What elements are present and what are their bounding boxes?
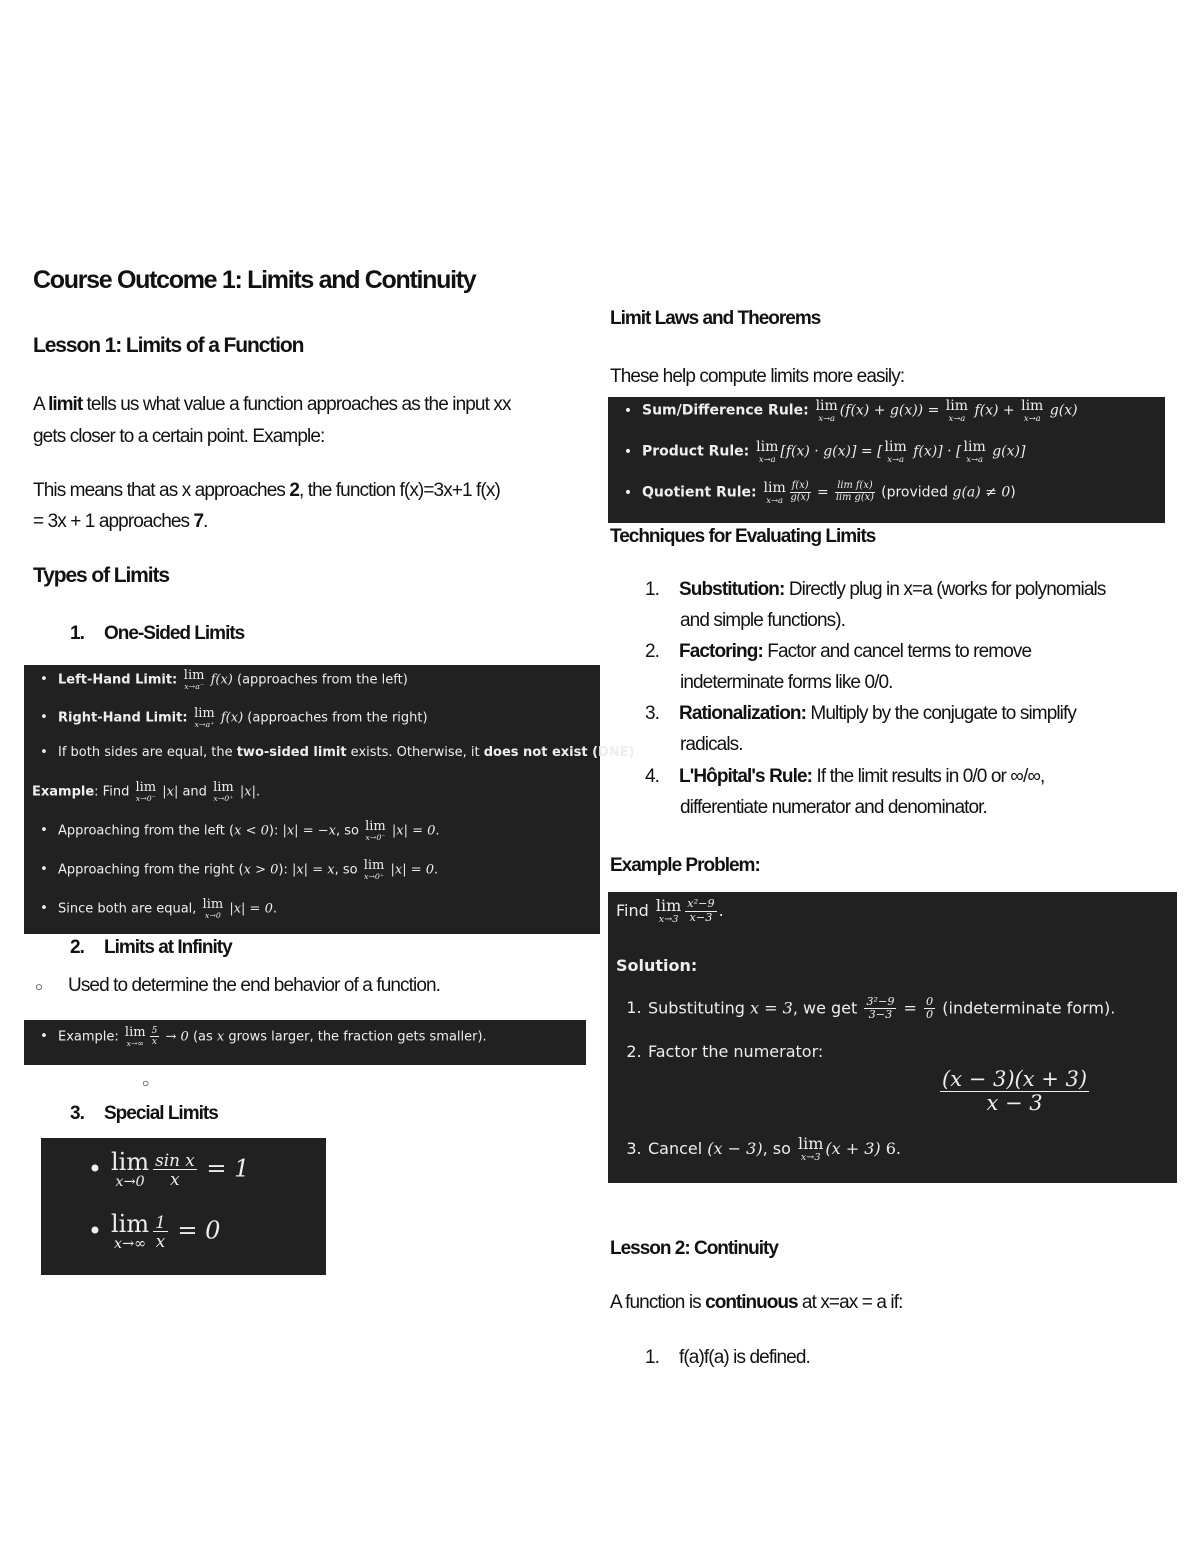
math-expr: g(x) — [1045, 402, 1078, 419]
lesson1-para1 — [33, 389, 511, 420]
math-expr: → 0 — [161, 1029, 193, 1045]
technique-item — [645, 703, 1076, 725]
lim-text: lim — [815, 398, 838, 414]
text: A function is — [610, 1292, 706, 1313]
lim-subscript: x→3 — [658, 914, 679, 925]
text: . — [718, 900, 724, 920]
technique-desc: Directly plug in x=a (works for polynomials — [784, 579, 1106, 600]
lesson2-para — [610, 1287, 902, 1318]
lim-subscript: x→a — [966, 454, 983, 464]
lim-subscript: x→∞ — [113, 1236, 147, 1252]
text: (approaches from the left) — [237, 672, 408, 688]
types-heading: Types of Limits — [33, 564, 169, 587]
box-line — [81, 1212, 220, 1251]
limit-operator — [656, 898, 681, 925]
denominator: x — [170, 1169, 180, 1190]
math-expr: x > 0 — [243, 862, 279, 878]
technique-item-cont: differentiate numerator and denominator. — [680, 797, 987, 818]
circle-bullet-icon: ○ — [35, 979, 42, 994]
infinity-heading — [70, 937, 232, 959]
bullet-icon: • — [40, 901, 48, 917]
list-number: 3. — [70, 1103, 84, 1124]
lim-subscript: x→a — [948, 413, 966, 423]
bullet-icon: • — [40, 710, 48, 726]
special-heading — [70, 1103, 218, 1125]
lim-text: lim — [884, 439, 907, 455]
numerator: sin x — [155, 1149, 195, 1170]
bold-text: does not exist (DNE) — [483, 745, 635, 760]
list-number: 1. — [645, 1347, 660, 1368]
math-expr: (x + 3) — [825, 1138, 881, 1158]
lim-subscript: x→0⁺ — [213, 794, 234, 803]
bold-text: Example — [32, 784, 95, 800]
infinity-desc: Used to determine the end behavior of a function. — [68, 975, 441, 996]
bullet-icon: • — [40, 823, 48, 839]
list-text: f(a)f(a) is defined. — [679, 1347, 810, 1368]
lesson1-para2 — [33, 475, 500, 506]
text: (as — [192, 1029, 217, 1045]
denominator: x — [155, 1231, 166, 1252]
lim-subscript: x→a — [758, 454, 776, 464]
bold-text: Product Rule: — [642, 443, 755, 460]
lim-text: lim — [194, 706, 215, 721]
lim-text: lim — [963, 439, 986, 455]
lim-subscript: x→a⁻ — [184, 682, 204, 691]
lim-subscript: x→0⁺ — [364, 872, 385, 881]
bold-text: 7 — [193, 511, 204, 532]
text: ): — [278, 862, 292, 878]
math-expr: |x| = x — [291, 862, 335, 878]
numerator: 1 — [155, 1211, 166, 1232]
technique-item-cont: radicals. — [680, 734, 743, 755]
techniques-heading: Techniques for Evaluating Limits — [610, 526, 876, 547]
list-number: 1. — [70, 623, 84, 644]
lim-subscript: x→∞ — [126, 1039, 144, 1048]
bold-text: 2 — [289, 480, 299, 501]
text: tells us what value a function approaches as the input xx — [82, 394, 511, 415]
lim-text: lim — [213, 780, 234, 795]
bold-text: two-sided limit — [236, 745, 347, 760]
text: = 3x + 1 approaches — [33, 511, 194, 532]
text: . — [434, 862, 439, 878]
lesson2-item-1 — [645, 1342, 810, 1373]
lesson2-heading: Lesson 2: Continuity — [610, 1238, 778, 1259]
numerator: lim f(x) — [837, 480, 873, 492]
box-line — [30, 1026, 487, 1048]
technique-name: Substitution: — [679, 579, 785, 600]
math-expr: f(x) + — [970, 402, 1020, 419]
text: . — [203, 511, 208, 532]
text: (indeterminate form). — [937, 998, 1116, 1018]
technique-desc: Multiply by the conjugate to simplify — [806, 703, 1076, 724]
example-heading: Example Problem: — [610, 855, 760, 876]
box-line — [938, 1068, 1091, 1115]
box-line — [620, 1042, 823, 1061]
bold-text: continuous — [705, 1292, 798, 1313]
limit-operator — [364, 859, 385, 881]
text: . — [634, 745, 639, 760]
text: Since both are equal, — [58, 901, 201, 917]
limit-operator — [816, 399, 838, 422]
limit-operator — [764, 481, 786, 504]
fraction — [150, 1026, 160, 1047]
page-title: Course Outcome 1: Limits and Continuity — [33, 266, 476, 294]
denominator: 0 — [926, 1008, 934, 1022]
box-line — [614, 399, 1078, 422]
laws-intro: These help compute limits more easily: — [610, 366, 905, 387]
text: Factor the numerator: — [648, 1042, 824, 1061]
technique-item-cont: and simple functions). — [680, 610, 846, 631]
list-label: One-Sided Limits — [104, 623, 245, 644]
math-expr: = — [898, 998, 923, 1018]
limit-operator — [798, 1136, 823, 1163]
infinity-example-box — [24, 1020, 586, 1065]
box-line — [620, 996, 1115, 1022]
math-expr: x = 3 — [750, 998, 793, 1018]
text: : Find — [94, 784, 134, 800]
limit-operator — [756, 440, 778, 463]
bold-text: Sum/Difference Rule: — [642, 402, 814, 419]
fraction — [940, 1068, 1089, 1115]
math-expr: |x| — [158, 784, 183, 800]
text: . — [435, 823, 440, 839]
bullet-icon: • — [623, 443, 633, 460]
bullet-icon: • — [623, 484, 633, 501]
lim-subscript: x→a — [818, 413, 836, 423]
list-number: 3. — [645, 703, 660, 724]
technique-name: L'Hôpital's Rule: — [679, 766, 813, 787]
numerator: 5 — [151, 1026, 158, 1037]
lim-text: lim — [124, 1025, 146, 1040]
limit-laws-box — [608, 397, 1165, 523]
math-expr: = 1 — [198, 1154, 250, 1183]
lim-subscript: x→3 — [800, 1152, 821, 1163]
math-expr: = — [812, 484, 834, 501]
lim-subscript: x→0 — [115, 1174, 145, 1190]
lim-text: lim — [945, 398, 968, 414]
bullet-icon: • — [87, 1154, 103, 1183]
limit-operator — [964, 440, 986, 463]
limit-operator — [111, 1212, 149, 1251]
bullet-icon: • — [623, 402, 633, 419]
text: . — [255, 784, 261, 800]
text: , we get — [792, 998, 863, 1018]
lim-subscript: x→a — [887, 454, 905, 464]
lesson1-para1-line2: gets closer to a certain point. Example: — [33, 426, 325, 447]
technique-item-cont: indeterminate forms like 0/0. — [680, 672, 893, 693]
text: Substituting — [648, 998, 751, 1018]
numerator: x²−9 — [687, 897, 715, 911]
lim-subscript: x→a — [1023, 413, 1041, 423]
lim-text: lim — [363, 858, 385, 873]
list-number: 2. — [645, 641, 660, 662]
limit-operator — [184, 669, 205, 691]
text: Cancel — [648, 1138, 708, 1158]
denominator: x−3 — [689, 910, 713, 924]
lim-subscript: x→0 — [204, 911, 221, 920]
bullet-icon: • — [40, 862, 48, 878]
technique-item — [645, 641, 1031, 663]
limit-operator — [365, 820, 386, 842]
limit-operator — [946, 399, 968, 422]
lesson1-heading: Lesson 1: Limits of a Function — [33, 334, 304, 357]
box-line — [614, 440, 1025, 463]
math-expr: |x| = 0 — [225, 901, 273, 917]
bold-text: limit — [48, 394, 83, 415]
text: ) — [1010, 484, 1016, 501]
list-number: 3. — [626, 1138, 642, 1158]
fraction — [790, 481, 811, 504]
text: , the function f(x)=3x+1 f(x) — [298, 480, 500, 501]
math-expr: [f(x) · g(x)] = [ — [780, 443, 883, 460]
bullet-icon: • — [40, 672, 48, 688]
text: Find — [616, 900, 654, 920]
bold-text: Quotient Rule: — [642, 484, 762, 501]
text: at x=ax = a if: — [797, 1292, 903, 1313]
math-expr: g(x)] — [987, 443, 1026, 460]
bullet-icon: • — [40, 1029, 48, 1045]
math-expr: |x| — [235, 784, 256, 800]
fraction — [864, 996, 896, 1022]
numerator: f(x) — [791, 480, 809, 492]
box-line — [30, 859, 438, 881]
denominator: x — [151, 1037, 158, 1048]
lim-text: lim — [183, 668, 205, 683]
limit-operator — [885, 440, 907, 463]
lim-text: lim — [135, 780, 157, 795]
list-number: 2. — [626, 1042, 642, 1061]
lim-subscript: x→a⁺ — [194, 720, 215, 729]
box-line — [30, 669, 408, 691]
list-label: Limits at Infinity — [104, 937, 232, 958]
technique-name: Factoring: — [679, 641, 763, 662]
example-problem-box — [608, 892, 1177, 1183]
text: , so — [334, 862, 362, 878]
text: This means that as x approaches — [33, 480, 290, 501]
text: (approaches from the right) — [247, 710, 428, 726]
text: If both sides are equal, the — [58, 745, 237, 760]
text: Example: — [58, 1029, 123, 1045]
fraction — [924, 996, 935, 1022]
math-expr: f(x) — [206, 672, 238, 688]
limit-operator — [203, 898, 224, 920]
bold-text: Right-Hand Limit: — [58, 710, 193, 726]
denominator: 3−3 — [868, 1008, 893, 1022]
math-expr: g(a) ≠ 0 — [952, 484, 1011, 501]
text: and — [182, 784, 212, 800]
box-line — [616, 956, 697, 975]
box-line — [620, 1136, 901, 1163]
technique-desc: Factor and cancel terms to remove — [762, 641, 1032, 662]
math-value: 6. — [885, 1138, 901, 1158]
math-expr: f(x)] · [ — [908, 443, 962, 460]
box-line — [30, 898, 277, 920]
math-expr: |x| = 0 — [386, 862, 434, 878]
bullet-icon: • — [40, 745, 48, 760]
numerator: 0 — [926, 995, 934, 1008]
math-expr: (f(x) + g(x)) = — [839, 402, 944, 419]
list-label: Special Limits — [104, 1103, 218, 1124]
text: A — [33, 394, 49, 415]
one-sided-heading — [70, 623, 244, 645]
limit-operator — [111, 1150, 149, 1189]
text: exists. Otherwise, it — [346, 745, 484, 760]
box-line — [81, 1150, 249, 1189]
lim-text: lim — [763, 480, 786, 496]
text: Approaching from the left ( — [58, 823, 235, 839]
list-number: 2. — [70, 937, 84, 958]
infinity-desc-item — [35, 970, 440, 1002]
lim-text: lim — [202, 897, 224, 912]
bullet-icon: • — [87, 1216, 103, 1245]
technique-item — [645, 766, 1044, 788]
text: , so — [762, 1138, 796, 1158]
box-line — [30, 707, 428, 729]
box-line — [30, 820, 440, 842]
list-number: 1. — [645, 579, 660, 600]
text: . — [272, 901, 277, 917]
lim-text: lim — [655, 896, 682, 915]
lim-text: lim — [111, 1210, 150, 1238]
numerator: (x − 3)(x + 3) — [942, 1067, 1088, 1091]
math-expr: (x − 3) — [707, 1138, 763, 1158]
technique-name: Rationalization: — [679, 703, 807, 724]
fraction — [153, 1151, 197, 1189]
limit-operator — [135, 781, 156, 803]
limit-operator — [125, 1026, 146, 1048]
list-number: 1. — [626, 998, 642, 1018]
text: ): — [268, 823, 283, 839]
lesson1-para2-line2 — [33, 506, 207, 537]
special-limits-box — [41, 1138, 326, 1275]
text: (provided — [876, 484, 953, 501]
limit-operator — [194, 707, 215, 729]
technique-item — [645, 579, 1105, 601]
box-line — [616, 898, 724, 925]
box-line — [30, 745, 639, 760]
list-number: 4. — [645, 766, 660, 787]
box-line — [614, 481, 1016, 504]
bold-text: Solution: — [616, 956, 698, 975]
math-expr: f(x) — [216, 710, 248, 726]
denominator: g(x) — [790, 492, 810, 504]
bold-text: Left-Hand Limit: — [58, 672, 182, 688]
lim-subscript: x→0⁻ — [365, 833, 386, 842]
numerator: 3²−9 — [866, 995, 895, 1008]
fraction — [835, 481, 874, 504]
circle-bullet-icon: ○ — [142, 1076, 150, 1090]
box-line — [32, 781, 260, 803]
denominator: x − 3 — [986, 1091, 1043, 1116]
lim-subscript: x→0⁻ — [135, 794, 156, 803]
math-expr: |x| = 0 — [387, 823, 436, 839]
one-sided-limits-box — [24, 665, 639, 934]
denominator: lim g(x) — [835, 492, 874, 504]
math-expr: x < 0 — [234, 823, 269, 839]
technique-desc: If the limit results in 0/0 or ∞/∞, — [812, 766, 1045, 787]
math-expr: x — [216, 1029, 225, 1045]
math-expr: = 0 — [169, 1216, 221, 1245]
lim-text: lim — [111, 1148, 150, 1176]
lim-text: lim — [365, 819, 386, 834]
lim-text: lim — [1021, 398, 1044, 414]
text: grows larger, the fraction gets smaller). — [224, 1029, 487, 1045]
lim-text: lim — [797, 1134, 824, 1153]
fraction — [685, 898, 716, 924]
lim-subscript: x→a — [766, 495, 784, 505]
math-expr: |x| = −x — [282, 823, 336, 839]
limit-operator — [213, 781, 234, 803]
lim-text: lim — [756, 439, 779, 455]
limit-operator — [1021, 399, 1043, 422]
fraction — [153, 1213, 168, 1251]
text: Approaching from the right ( — [58, 862, 244, 878]
laws-heading: Limit Laws and Theorems — [610, 308, 821, 329]
text: , so — [335, 823, 364, 839]
